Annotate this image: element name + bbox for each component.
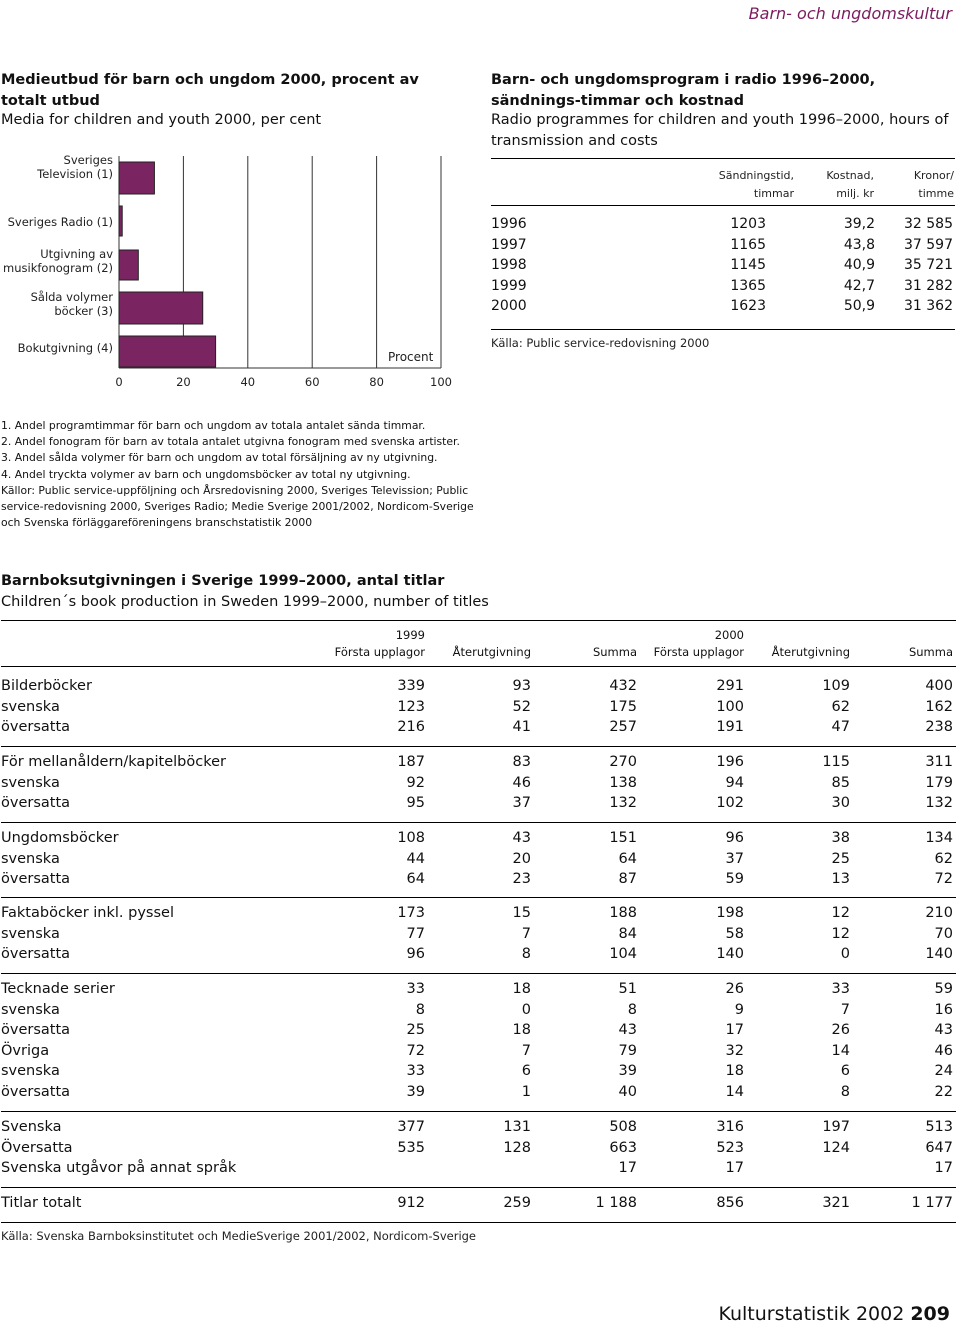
radio-cost: 40,9: [843, 257, 875, 273]
first-1999: 535: [397, 1139, 425, 1156]
reprint-2000: 38: [831, 830, 850, 846]
reprint-1999: 0: [521, 1001, 531, 1018]
reprint-1999: 41: [512, 719, 531, 736]
radio-per-hour: 35 721: [904, 257, 953, 273]
books-table-row: [0, 905, 960, 925]
books-table-row: [0, 1160, 960, 1180]
colhead-reprint-1999: Återutgivning: [452, 645, 531, 659]
first-2000: 196: [716, 754, 744, 770]
reprint-2000: 85: [831, 774, 850, 791]
reprint-1999: 6: [521, 1063, 531, 1080]
books-table-row: [0, 1119, 960, 1139]
radio-hours: 1203: [730, 216, 766, 232]
sum-2000: 162: [925, 698, 953, 715]
books-table-row: [0, 1140, 960, 1160]
reprint-2000: 12: [831, 905, 850, 921]
bar-category-label: böcker (3): [54, 304, 113, 318]
reprint-2000: 13: [831, 871, 850, 888]
first-2000: 58: [725, 925, 744, 942]
radio-year: 1996: [491, 216, 527, 232]
page-number: 209: [910, 1303, 950, 1325]
books-table-row: [0, 795, 960, 815]
radio-table-title: Barn- och ungdomsprogram i radio 1996–2000, sändnings-timmar och kostnad: [491, 72, 876, 109]
radio-year: 1997: [491, 236, 527, 253]
reprint-1999: 7: [521, 925, 531, 942]
row-label: svenska: [1, 925, 60, 942]
row-label: översatta: [1, 795, 71, 812]
first-1999: 339: [397, 678, 425, 694]
row-label: svenska: [1, 774, 60, 791]
radio-hours: 1365: [730, 277, 766, 294]
first-2000: 18: [725, 1063, 744, 1080]
reprint-2000: 26: [831, 1022, 850, 1039]
year-1999-label: 1999: [395, 628, 425, 642]
sum-1999: 138: [609, 774, 637, 791]
row-label: Tecknade serier: [1, 981, 115, 997]
note-line: service-redovisning 2000, Sveriges Radio; Medie Sverige 2001/2002, Nordicom-Sverige: [1, 500, 474, 514]
first-1999: 173: [397, 905, 425, 921]
sum-1999: 132: [609, 795, 637, 812]
sum-2000: 238: [925, 719, 953, 736]
books-table-row: [0, 1063, 960, 1083]
row-label: Bilderböcker: [1, 678, 92, 694]
radio-colhead-hours-l2: timmar: [753, 187, 794, 200]
page-footer: [718, 1303, 950, 1325]
sum-1999: 43: [618, 1022, 637, 1039]
sum-1999: 87: [618, 871, 637, 888]
bar: [119, 162, 154, 194]
first-2000: 9: [734, 1001, 744, 1018]
books-table-subtitle: Children´s book production in Sweden 1999–2000, number of titles: [1, 594, 489, 610]
reprint-1999: 15: [512, 905, 531, 921]
reprint-2000: 124: [822, 1139, 850, 1156]
first-1999: 25: [406, 1022, 425, 1039]
radio-colhead-cost-l2: milj. kr: [836, 187, 874, 200]
radio-table-row: [491, 298, 955, 318]
reprint-2000: 0: [840, 946, 850, 963]
row-label: svenska: [1, 1001, 60, 1018]
books-table-title: Barnboksutgivningen i Sverige 1999–2000, antal titlar: [1, 573, 445, 589]
reprint-2000: 12: [831, 925, 850, 942]
reprint-1999: 83: [512, 754, 531, 770]
sum-1999: 40: [618, 1084, 637, 1100]
bar-category-label: musikfonogram (2): [3, 261, 113, 275]
axis-unit-label: Procent: [388, 350, 434, 364]
footer-title: Kulturstatistik 2002: [718, 1303, 905, 1325]
sum-1999: 663: [609, 1139, 637, 1156]
books-table-row: [0, 926, 960, 946]
sum-2000: 140: [925, 946, 953, 963]
first-2000: 140: [716, 946, 744, 963]
radio-hours: 1623: [730, 298, 766, 314]
x-tick-label: 40: [240, 375, 256, 389]
row-label: Översatta: [1, 1139, 73, 1156]
sum-2000: 62: [934, 850, 953, 867]
sum-2000: 311: [925, 754, 953, 770]
note-line: Källor: Public service-uppföljning och Årsredovisning 2000, Sveriges Televission; Public: [1, 483, 469, 497]
sum-2000: 24: [934, 1063, 953, 1080]
reprint-2000: 7: [840, 1001, 850, 1018]
reprint-1999: 93: [512, 678, 531, 694]
row-label: För mellanåldern/kapitelböcker: [1, 754, 226, 770]
row-label: svenska: [1, 1063, 60, 1080]
x-tick-label: 60: [304, 375, 320, 389]
sum-1999: 508: [609, 1119, 637, 1135]
colhead-reprint-2000: Återutgivning: [771, 645, 850, 659]
radio-head-rule: [491, 205, 955, 206]
books-table-row: [0, 1022, 960, 1042]
radio-per-hour: 37 597: [904, 236, 953, 253]
note-line: 1. Andel programtimmar för barn och ungdom av totala antalet sända timmar.: [1, 419, 426, 432]
colhead-sum-2000: Summa: [908, 645, 953, 659]
bar-category-label: Television (1): [37, 167, 113, 181]
books-table-row: [0, 830, 960, 850]
radio-cost: 43,8: [843, 236, 875, 253]
first-2000: 523: [716, 1139, 744, 1156]
radio-per-hour: 31 282: [904, 277, 953, 294]
first-2000: 96: [725, 830, 744, 846]
first-1999: 39: [406, 1084, 425, 1100]
sum-2000: 70: [934, 925, 953, 942]
sum-2000: 513: [925, 1119, 953, 1135]
row-label: översatta: [1, 1022, 71, 1039]
reprint-2000: 197: [822, 1119, 850, 1135]
reprint-1999: 7: [521, 1042, 531, 1059]
bar-category-label: Utgivning av: [40, 247, 113, 261]
note-line: 2. Andel fonogram för barn av totala antalet utgivna fonogram med svenska artister.: [1, 435, 460, 449]
first-1999: 95: [406, 795, 425, 812]
reprint-2000: 47: [831, 719, 850, 736]
sum-1999: 84: [618, 925, 637, 942]
radio-table-row: [491, 237, 955, 257]
x-tick-label: 20: [176, 375, 191, 389]
sum-2000: 1 177: [911, 1195, 953, 1211]
radio-per-hour: 32 585: [904, 216, 953, 232]
reprint-2000: 33: [831, 981, 850, 997]
x-tick-label: 100: [430, 375, 452, 389]
first-1999: 33: [406, 1063, 425, 1080]
year-2000-label: 2000: [714, 628, 744, 642]
row-label: översatta: [1, 871, 71, 888]
radio-colhead-perhour-l2: timme: [918, 187, 954, 200]
radio-year: 2000: [491, 298, 527, 314]
books-table-row: [0, 1195, 960, 1215]
sum-2000: 72: [934, 871, 953, 888]
first-2000: 198: [716, 905, 744, 921]
bar: [119, 250, 138, 280]
first-1999: 377: [397, 1119, 425, 1135]
books-table-row: [0, 871, 960, 891]
group-rule: [1, 973, 956, 974]
sum-2000: 43: [934, 1022, 953, 1039]
sum-1999: 79: [618, 1042, 637, 1059]
first-1999: 216: [397, 719, 425, 736]
reprint-1999: 46: [512, 774, 531, 791]
reprint-2000: 321: [822, 1195, 850, 1211]
row-label: översatta: [1, 946, 71, 963]
books-top-rule: [1, 620, 956, 621]
first-1999: 33: [406, 981, 425, 997]
first-2000: 32: [725, 1042, 744, 1059]
radio-top-rule: [491, 158, 955, 159]
books-table-row: [0, 678, 960, 698]
radio-hours: 1165: [730, 236, 766, 253]
sum-2000: 134: [925, 830, 953, 846]
radio-year: 1998: [491, 257, 527, 273]
group-rule: [1, 1187, 956, 1188]
sum-1999: 270: [609, 754, 637, 770]
reprint-2000: 62: [831, 698, 850, 715]
notes-block: [1, 418, 521, 531]
row-label: svenska: [1, 850, 60, 867]
books-table-row: [0, 851, 960, 871]
bar-category-label: Sveriges Radio (1): [7, 215, 113, 229]
first-2000: 37: [725, 850, 744, 867]
first-1999: 108: [397, 830, 425, 846]
x-tick-label: 80: [369, 375, 384, 389]
sum-1999: 17: [618, 1160, 637, 1177]
row-label: Svenska utgåvor på annat språk: [1, 1160, 237, 1177]
sum-2000: 210: [925, 905, 953, 921]
radio-table-row: [491, 216, 955, 236]
colhead-first-1999: Första upplagor: [334, 645, 425, 659]
first-1999: 123: [397, 698, 425, 715]
reprint-2000: 8: [840, 1084, 850, 1100]
radio-source: Källa: Public service-redovisning 2000: [491, 336, 710, 350]
radio-bottom-rule: [491, 329, 955, 330]
first-2000: 191: [716, 719, 744, 736]
books-source: Källa: Svenska Barnboksinstitutet och MedieSverige 2001/2002, Nordicom-Sverige: [1, 1229, 477, 1243]
books-table-row: [0, 981, 960, 1001]
reprint-2000: 115: [822, 754, 850, 770]
first-2000: 14: [725, 1084, 744, 1100]
reprint-1999: 20: [512, 850, 531, 867]
first-1999: 72: [406, 1042, 425, 1059]
radio-cost: 50,9: [843, 298, 875, 314]
reprint-1999: 37: [512, 795, 531, 812]
sum-2000: 17: [934, 1160, 953, 1177]
first-1999: 64: [406, 871, 425, 888]
radio-hours: 1145: [730, 257, 766, 273]
books-table-row: [0, 775, 960, 795]
first-1999: 77: [406, 925, 425, 942]
first-1999: 8: [415, 1001, 425, 1018]
radio-cost: 42,7: [843, 277, 875, 294]
sum-1999: 151: [609, 830, 637, 846]
group-rule: [1, 1111, 956, 1112]
sum-1999: 257: [609, 719, 637, 736]
note-line: 3. Andel sålda volymer för barn och ungdom av total försäljning av ny utgivning.: [1, 451, 438, 465]
first-1999: 912: [397, 1195, 425, 1211]
sum-1999: 39: [618, 1063, 637, 1080]
group-rule: [1, 822, 956, 823]
radio-colhead-hours-l1: Sändningstid,: [718, 169, 794, 182]
media-chart-subtitle: Media for children and youth 2000, per cent: [1, 112, 322, 128]
first-1999: 96: [406, 946, 425, 963]
books-table-row: [0, 1002, 960, 1022]
reprint-2000: 109: [822, 678, 850, 694]
media-chart-title: Medieutbud för barn och ungdom 2000, procent av totalt utbud: [1, 72, 419, 109]
reprint-2000: 14: [831, 1042, 850, 1059]
x-tick-label: 0: [115, 375, 123, 389]
reprint-1999: 259: [503, 1195, 531, 1211]
row-label: svenska: [1, 698, 60, 715]
books-table-row: [0, 946, 960, 966]
sum-1999: 104: [609, 946, 637, 963]
sum-2000: 59: [934, 981, 953, 997]
radio-cost: 39,2: [843, 216, 875, 232]
bar: [119, 206, 122, 236]
sum-2000: 400: [925, 678, 953, 694]
sum-2000: 179: [925, 774, 953, 791]
first-2000: 17: [725, 1160, 744, 1177]
radio-year: 1999: [491, 277, 527, 294]
first-2000: 100: [716, 698, 744, 715]
row-label: översatta: [1, 1084, 71, 1100]
sum-2000: 46: [934, 1042, 953, 1059]
reprint-1999: 131: [503, 1119, 531, 1135]
reprint-1999: 1: [521, 1084, 531, 1100]
sum-2000: 16: [934, 1001, 953, 1018]
bar-category-label: Sveriges: [63, 153, 113, 167]
sum-1999: 175: [609, 698, 637, 715]
bar: [119, 336, 216, 367]
bar-category-label: Sålda volymer: [30, 290, 113, 304]
reprint-1999: 18: [512, 981, 531, 997]
first-2000: 316: [716, 1119, 744, 1135]
sum-2000: 22: [934, 1084, 953, 1100]
reprint-2000: 25: [831, 850, 850, 867]
bar: [119, 292, 203, 324]
section-header: Barn- och ungdomskultur: [748, 4, 952, 23]
reprint-1999: 23: [512, 871, 531, 888]
first-2000: 102: [716, 795, 744, 812]
books-table-row: [0, 1043, 960, 1063]
row-label: Titlar totalt: [1, 1195, 82, 1211]
colhead-first-2000: Första upplagor: [653, 645, 744, 659]
books-table-row: [0, 1084, 960, 1104]
row-label: översatta: [1, 719, 71, 736]
sum-2000: 132: [925, 795, 953, 812]
reprint-1999: 52: [512, 698, 531, 715]
bar-category-label: Bokutgivning (4): [17, 341, 113, 355]
reprint-2000: 30: [831, 795, 850, 812]
sum-2000: 647: [925, 1139, 953, 1156]
sum-1999: 64: [618, 850, 637, 867]
row-label: Faktaböcker inkl. pyssel: [1, 905, 174, 921]
first-2000: 17: [725, 1022, 744, 1039]
colhead-sum-1999: Summa: [592, 645, 637, 659]
books-table-row: [0, 754, 960, 774]
note-line: 4. Andel tryckta volymer av barn och ungdomsböcker av total ny utgivning.: [1, 467, 411, 481]
first-1999: 187: [397, 754, 425, 770]
first-2000: 94: [725, 774, 744, 791]
radio-table-row: [491, 257, 955, 277]
radio-colhead-cost-l1: Kostnad,: [826, 169, 874, 182]
reprint-1999: 128: [503, 1139, 531, 1156]
first-2000: 856: [716, 1195, 744, 1211]
radio-table-row: [491, 278, 955, 298]
sum-1999: 1 188: [595, 1195, 637, 1211]
first-2000: 291: [716, 678, 744, 694]
books-head-rule: [1, 666, 956, 667]
row-label: Övriga: [1, 1042, 50, 1059]
sum-1999: 188: [609, 905, 637, 921]
reprint-2000: 6: [840, 1063, 850, 1080]
first-2000: 26: [725, 981, 744, 997]
first-1999: 44: [406, 850, 425, 867]
reprint-1999: 8: [521, 946, 531, 963]
radio-per-hour: 31 362: [904, 298, 953, 314]
books-table-row: [0, 699, 960, 719]
first-1999: 92: [406, 774, 425, 791]
sum-1999: 432: [609, 678, 637, 694]
sum-1999: 8: [627, 1001, 637, 1018]
radio-colhead-perhour-l1: Kronor/: [913, 169, 954, 182]
books-bottom-rule: [1, 1222, 956, 1223]
first-2000: 59: [725, 871, 744, 888]
group-rule: [1, 746, 956, 747]
row-label: Svenska: [1, 1119, 62, 1135]
radio-table-subtitle: Radio programmes for children and youth 1996–2000, hours of transmission and costs: [491, 112, 949, 149]
row-label: Ungdomsböcker: [1, 830, 119, 846]
group-rule: [1, 897, 956, 898]
reprint-1999: 18: [512, 1022, 531, 1039]
radio-colhead-hours: [700, 167, 794, 203]
note-line: och Svenska förläggareföreningens branschstatistik 2000: [1, 516, 313, 530]
books-table-row: [0, 719, 960, 739]
radio-colhead-perhour: [880, 167, 954, 203]
reprint-1999: 43: [512, 830, 531, 846]
radio-colhead-cost: [790, 167, 874, 203]
sum-1999: 51: [618, 981, 637, 997]
